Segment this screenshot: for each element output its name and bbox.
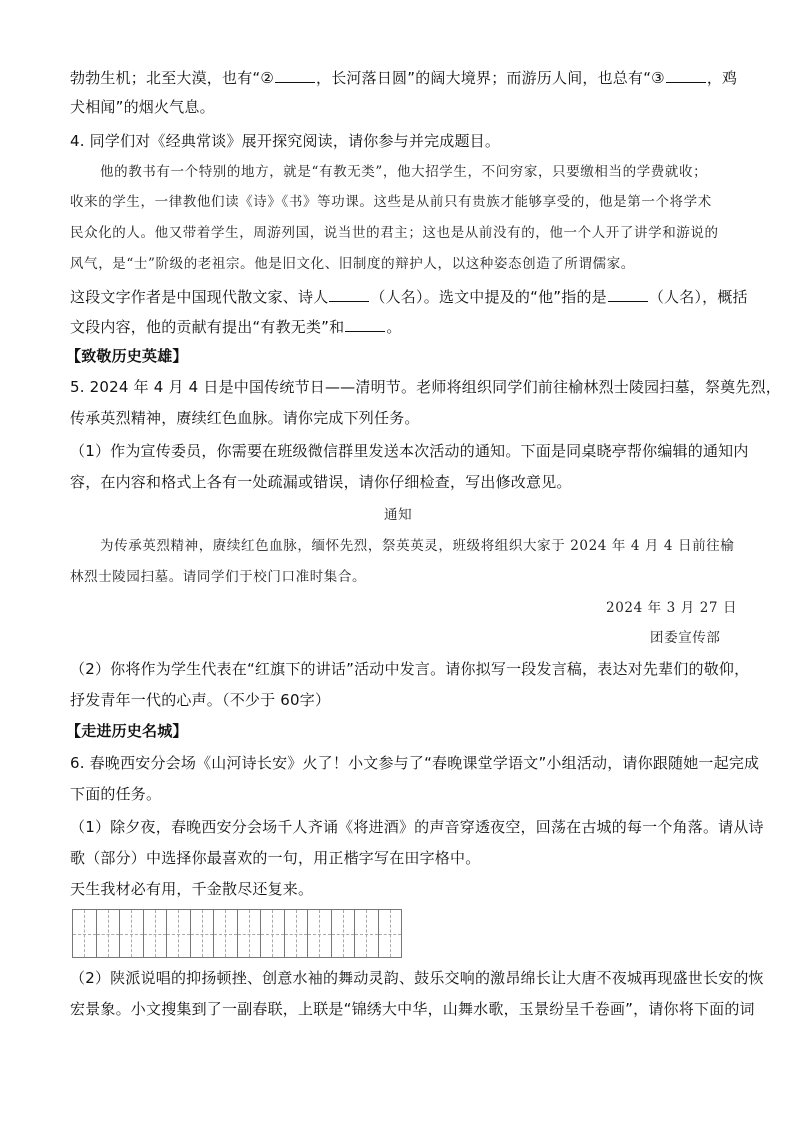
text-line: 歌（部分）中选择你最喜欢的一句，用正楷字写在田字格中。	[70, 849, 481, 867]
text-line: 容，在内容和格式上各有一处疏漏或错误，请你仔细检查，写出修改意见。	[70, 473, 572, 491]
passage-line: 民众化的人。他又带着学生，周游列国，说当世的君主；这也是从前没有的，他一个人开了讲学和游说的	[70, 225, 719, 241]
answer-blank[interactable]	[345, 315, 385, 332]
notice-org: 团委宣传部	[650, 630, 721, 646]
passage-line: 他的教书有一个特别的地方，就是“有教无类”，他大招学生，不问穷家，只要缴相当的学费就收；	[100, 164, 708, 180]
grid-cell[interactable]	[379, 910, 403, 958]
passage-line: 收来的学生，一律教他们读《诗》《书》等功课。这些是从前只有贵族才能够享受的，他是第一个将学术	[70, 194, 712, 210]
text-line: 下面的任务。	[70, 785, 162, 803]
grid-cell[interactable]	[73, 910, 97, 958]
grid-cell[interactable]	[308, 910, 332, 958]
text-line: 文段内容，他的贡献有提出“有教无类”和 。	[70, 315, 402, 338]
grid-cell[interactable]	[144, 910, 168, 958]
grid-cell[interactable]	[120, 910, 144, 958]
grid-cell[interactable]	[238, 910, 262, 958]
grid-cell[interactable]	[261, 910, 285, 958]
text-line: （1）除夕夜，春晚西安分会场千人齐诵《将进酒》的声音穿透夜空，回荡在古城的每一个角落。请从诗	[70, 818, 764, 836]
text-line: （2）你将作为学生代表在“红旗下的讲话”活动中发言。请你拟写一段发言稿，表达对先辈们的敬仰，	[70, 660, 750, 678]
text-line: （2）陕派说唱的抑扬顿挫、创意水袖的舞动灵韵、鼓乐交响的激昂绵长让大唐不夜城再现盛世长安的恢	[70, 969, 764, 987]
text-line: 这段文字作者是中国现代散文家、诗人 （人名）。选文中提及的“他”指的是 （人名），概括	[70, 285, 748, 308]
tianzige-grid[interactable]	[72, 909, 402, 958]
text-line: 抒发青年一代的心声。（不少于 60字）	[70, 691, 331, 709]
answer-blank[interactable]	[275, 66, 315, 83]
question-4: 4. 同学们对《经典常谈》展开探究阅读，请你参与并完成题目。	[70, 132, 501, 150]
grid-cell[interactable]	[214, 910, 238, 958]
answer-blank[interactable]	[666, 66, 706, 83]
text-line: （1）作为宣传委员，你需要在班级微信群里发送本次活动的通知。下面是同桌晓亭帮你编辑的通知内	[70, 442, 749, 460]
answer-blank[interactable]	[608, 285, 648, 302]
question-6: 6. 春晚西安分会场《山河诗长安》火了！小文参与了“春晚课堂学语文”小组活动，请你跟随她一起完成	[70, 754, 760, 772]
grid-cell[interactable]	[285, 910, 309, 958]
grid-cell[interactable]	[97, 910, 121, 958]
text-line: 勃勃生机；北至大漠，也有“② ，长河落日圆”的阔大境界；而游历人间，也总有“③ ，鸡	[70, 66, 737, 89]
notice-date: 2024 年 3 月 27 日	[606, 600, 738, 616]
question-5: 5. 2024 年 4 月 4 日是中国传统节日——清明节。老师将组织同学们前往榆林烈士陵园扫墓，祭奠先烈，	[70, 378, 781, 396]
section-heading: 【致敬历史英雄】	[66, 347, 188, 365]
grid-cell[interactable]	[355, 910, 379, 958]
grid-cell[interactable]	[167, 910, 191, 958]
text-line: 传承英烈精神，赓续红色血脉。请你完成下列任务。	[70, 409, 420, 427]
grid-cell[interactable]	[191, 910, 215, 958]
text-line: 犬相闻”的烟火气息。	[70, 98, 215, 116]
section-heading: 【走进历史名城】	[66, 722, 188, 740]
answer-blank[interactable]	[329, 285, 369, 302]
grid-cell[interactable]	[332, 910, 356, 958]
poem-line: 天生我材必有用，千金散尽还复来。	[70, 880, 314, 898]
notice-title: 通知	[384, 507, 413, 523]
notice-line: 为传承英烈精神，赓续红色血脉，缅怀先烈，祭英英灵，班级将组织大家于 2024 年 4 月 4 日前往榆	[100, 538, 735, 554]
passage-line: 风气，是“士”阶级的老祖宗。他是旧文化、旧制度的辩护人，以这种姿态创造了所谓儒家。	[70, 256, 635, 272]
text-line: 宏景象。小文搜集到了一副春联，上联是“锦绣大中华，山舞水歌，玉景纷呈千卷画”，请你将下面的词	[70, 1000, 755, 1018]
notice-line: 林烈士陵园扫墓。请同学们于校门口准时集合。	[70, 569, 367, 585]
